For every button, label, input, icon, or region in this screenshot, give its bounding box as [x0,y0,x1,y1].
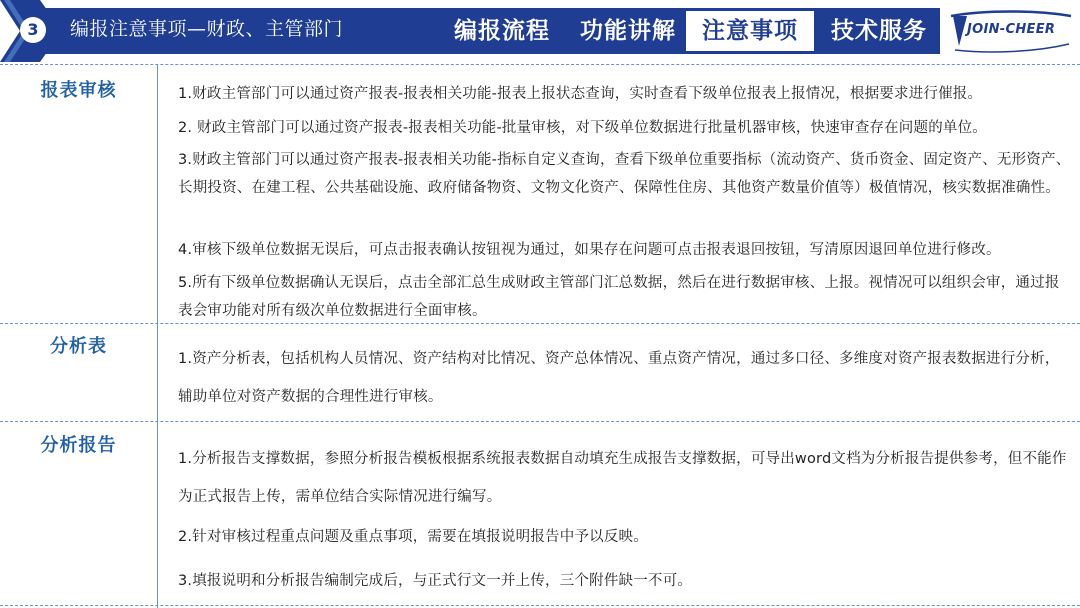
section-label-baobiao-shenhe: 报表审核 [40,80,117,101]
tab-jishu-fuwu[interactable]: 技术服务 [818,8,940,54]
divider-top [0,64,1080,65]
paragraph: 1.资产分析表，包括机构人员情况、资产结构对比情况、资产总体情况、重点资产情况，通过多口径、多维度对资产报表数据进行分析，辅助单位对资产数据的合理性进行审核。 [178,351,1060,405]
paragraph: 1.财政主管部门可以通过资产报表-报表相关功能-报表上报状态查询，实时查看下级单位报表上报情况，根据要求进行催报。 [178,86,983,102]
tab-zhuyi-shixiang[interactable]: 注意事项 [686,8,814,54]
section-label-fenxibiao: 分析表 [50,336,107,357]
nav-group-label [448,8,682,54]
paragraph: 1.分析报告支撑数据，参照分析报告模板根据系统报表数据自动填充生成报告支撑数据，可导出word文档为分析报告提供参考，但不能作为正式报告上传，需单位结合实际情况进行编写。 [178,451,1067,505]
column-divider [157,64,158,608]
paragraph: 2.针对审核过程重点问题及重点事项，需要在填报说明报告中予以反映。 [178,529,648,545]
tab-gongneng-jiangjie[interactable]: 功能讲解 [580,18,677,44]
paragraph: 4.审核下级单位数据无误后，可点击报表确认按钮视为通过，如果存在问题可点击报表退回按钮，写清原因退回单位进行修改。 [178,242,1001,258]
paragraph: 5.所有下级单位数据确认无误后，点击全部汇总生成财政主管部门汇总数据，然后在进行数据审核、上报。视情况可以组织会审，通过报表会审功能对所有级次单位数据进行全面审核。 [178,275,1060,319]
paragraph: 3.财政主管部门可以通过资产报表-报表相关功能-指标自定义查询，查看下级单位重要指标（流动资产、货币资金、固定资产、无形资产、长期投资、在建工程、公共基础设施、政府储备物资、文物文化资产、保障性住房、其他资产数量价值等）极值情况，核实数据准确性。 [178,152,1071,196]
paragraph: 2. 财政主管部门可以通过资产报表-报表相关功能-批量审核，对下级单位数据进行批量机器审核，快速审查存在问题的单位。 [178,120,988,136]
header-bar [0,0,1080,60]
joincheer-logo [945,6,1075,56]
tab-bianbao-liucheng[interactable]: 编报流程 [453,18,550,44]
divider-2 [0,421,1080,422]
page-title: 编报注意事项—财政、主管部门 [70,18,344,40]
section-number: 3 [20,17,46,43]
divider-bottom [0,605,1080,606]
paragraph: 3.填报说明和分析报告编制完成后，与正式行文一并上传，三个附件缺一不可。 [178,573,693,589]
logo-text: JOIN-CHEER [967,22,1056,37]
section-label-fenxi-baogao: 分析报告 [40,435,117,456]
